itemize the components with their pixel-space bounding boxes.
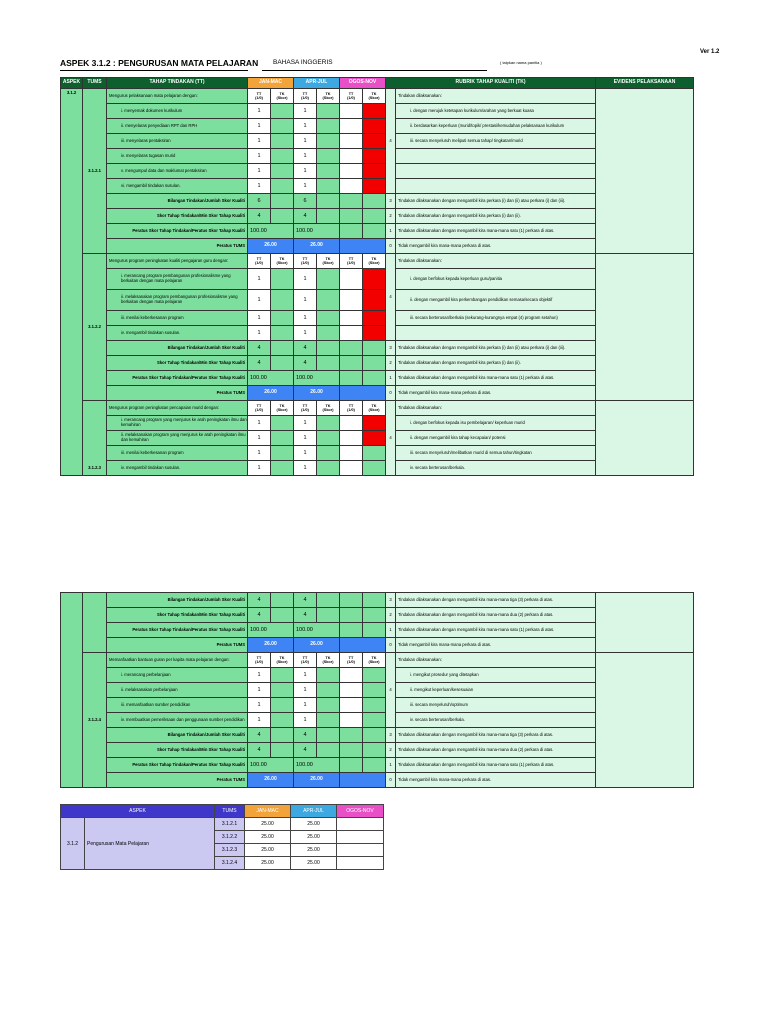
tt-input[interactable]: 1 xyxy=(248,179,271,194)
evidens-cell[interactable] xyxy=(596,593,694,653)
tk-header: TK (Skor) xyxy=(271,89,294,104)
summary-col-aspek: ASPEK xyxy=(61,805,215,818)
tt-input[interactable]: 1 xyxy=(294,164,317,179)
version-label: Ver 1.2 xyxy=(700,49,720,55)
tt-input[interactable]: 1 xyxy=(248,431,271,446)
tt-input[interactable] xyxy=(340,311,363,326)
tums-pct-row: Peratus TUMS 26.00 26.00 0 Tidak mengambil kira mana-mana perkara di atas. xyxy=(61,239,694,254)
bilangan-row: Bilangan Tindakan/Jumlah Skor Kualiti 6 6 3 Tindakan dilaksanakan dengan mengambil kira perkara (i) dan (ii) atau perkara (i) dan (iii). xyxy=(61,194,694,209)
table-header-row xyxy=(61,78,694,89)
table-row: 3.1.2.3 25.00 25.00 xyxy=(61,844,384,857)
tt-input[interactable] xyxy=(340,713,363,728)
table-row: 3.1.2.2 25.00 25.00 xyxy=(61,831,384,844)
peratus-row: Peratus Skor Tahap Tindakan/Peratus Skor Tahap Kualiti 100.00 100.00 1 Tindakan dilaksanakan dengan mengambil kira mana-mana satu (1) perkara di atas. xyxy=(61,224,694,239)
page-title: ASPEK 3.1.2 : PENGURUSAN MATA PELAJARAN xyxy=(60,58,259,68)
table-row: i. menyemak dokumen kurikulum 1 1 i. dengan merujuk ketetapan kurikulum/arahan yang berkuat kuasa xyxy=(61,104,694,119)
tt-input[interactable] xyxy=(340,431,363,446)
table-row: i. merancang program pembangunan profesionalisme yang berkaitan dengan mata pelajaran 1 1 i. dengan berfokus kepada keperluan guru/panitia xyxy=(61,269,694,290)
tt-input[interactable] xyxy=(340,416,363,431)
title-underline xyxy=(60,70,248,71)
tk-cell xyxy=(317,104,340,119)
peratus-row: Peratus Skor Tahap Tindakan/Peratus Skor Tahap Kualiti 100.00 100.00 1 Tindakan dilaksanakan dengan mengambil kira mana-mana satu (1) perkara di atas. xyxy=(61,623,694,638)
table-row: iv. mengambil tindakan susulan. 1 1 iv. secara berterusan/berkala. xyxy=(61,461,694,476)
tums-pct-row: Peratus TUMS 26.00 26.00 0 Tidak mengambil kira mana-mana perkara di atas. xyxy=(61,386,694,401)
table-row: i. merancang program yang menjurus ke arah peningkatan ilmu dan kemahiran 1 1 i. dengan berfokus kepada isu pembelajaran/ keperluan murid xyxy=(61,416,694,431)
table-row: iii. memanfaatkan sumber pendidikan 1 1 iii. secara menyeluruh/optimum xyxy=(61,698,694,713)
table-row: 3.1.2.4 25.00 25.00 xyxy=(61,857,384,870)
col-tahap: TAHAP TINDAKAN (TT) xyxy=(107,78,248,89)
tt-input[interactable]: 1 xyxy=(294,326,317,341)
tt-input[interactable] xyxy=(340,164,363,179)
tt-input[interactable] xyxy=(340,683,363,698)
tt-input[interactable] xyxy=(340,290,363,311)
tums-code-3-1-2-4: 3.1.2.4 xyxy=(83,653,107,788)
col-tums: TUMS xyxy=(83,78,107,89)
tt-input[interactable]: 1 xyxy=(248,461,271,476)
tt-input[interactable] xyxy=(340,668,363,683)
tums-pct-row: Peratus TUMS 26.00 26.00 0 Tidak mengambil kira mana-mana perkara di atas. xyxy=(61,638,694,653)
table-row: ii. melaksanakan program pembangunan profesionalisme yang berkaitan dengan mata pelajaran 1 1 ii. dengan mengambil kira perkembangan pendidikan semasa/secara objektif xyxy=(61,290,694,311)
table-row: ii. menyelaras penyediaan RPT dan RPH 1 1 ii. berdasarkan keperluan (murid/topik/ prestasi/kemudahan pelaksanaan kurikulum xyxy=(61,119,694,134)
table-row: v. mengumpul data dan maklumat pentaksiran 1 1 xyxy=(61,164,694,179)
subject-underline xyxy=(262,70,487,71)
skor-row: Skor Tahap Tindakan/Min Skor Tahap Kualiti 4 4 2 Tindakan dilaksanakan dengan mengambil kira mana-mana dua (2) perkara di atas. xyxy=(61,608,694,623)
col-aspek: ASPEK xyxy=(61,78,83,89)
tt-input[interactable]: 1 xyxy=(294,104,317,119)
tt-input[interactable] xyxy=(340,269,363,290)
tums-table-part-1: ASPEK TUMS TAHAP TINDAKAN (TT) JAN-MAC APR-JUL OGOS-NOV RUBRIK TAHAP KUALITI (TK) EVIDENS PELAKSANAAN 3.1.2 3.1.2.1 Mengurus pelaksanaan mata pelajaran dengan: TT (1/0) TK (Skor) TT (1/0) TK (Skor) TT (1/0) TK (Skor) 4 Tindakan dilaksanakan: i. menyemak dokumen kurikulum 1 1 i. dengan merujuk ketetapan kurikulum/arahan yang berkuat kuasa ii. menyelaras penyediaan RPT dan RPH 1 1 ii. berdasarkan keperluan (murid/topik/ prestasi/kemudahan pelaksanaan kurikulum iii. menyelaras pentaksiran 1 1 iii. secara menyeluruh meliputi semua tahap/ tingkatan/murid iv. menyelaras tugasan murid 1 1 v. mengumpul data dan maklumat pentaksiran 1 1 vi. mengambil tindakan susulan. 1 1 Bilangan Tindakan/Jumlah Skor Kualiti 6 6 3 Tindakan dilaksanakan dengan mengambil kira perkara (i) dan (ii) atau perkara (i) dan (iii). Skor Tahap Tindakan/Min Skor Tahap Kualiti 4 4 2 Tindakan dilaksanakan dengan mengambil kira perkara (i) dan (ii). Peratus Skor Tahap Tindakan/Peratus Skor Tahap Kualiti 100.00 100.00 1 Tindakan dilaksanakan dengan mengambil kira mana-mana satu (1) perkara di atas. Peratus TUMS 26.00 26.00 0 Tidak mengambil kira mana-mana perkara di atas. 3.1.2.2 Mengurus program peningkatan kualiti pengajaran guru dengan: TT (1/0) TK (Skor) TT (1/0) TK (Skor) TT (1/0) TK (Skor) 4 Tindakan dilaksanakan: i. merancang program pembangunan profesionalisme yang berkaitan dengan mata pelajaran 1 1 i. dengan berfokus kepada keperluan guru/panitia ii. melaksanakan program pembangunan profesionalisme yang berkaitan dengan mata pelajaran 1 1 ii. dengan mengambil kira perkembangan pendidikan semasa/secara objektif iii. menilai keberkesanan program 1 1 iii. secara berterusan/berkala (sekurang-kurangnya empat (4) program setahun) iv. mengambil tindakan susulan. 1 1 Bilangan Tindakan/Jumlah Skor Kualiti 4 4 3 Tindakan dilaksanakan dengan mengambil kira perkara (i) dan (ii) atau perkara (i) dan (iii). Skor Tahap Tindakan/Min Skor Tahap Kualiti 4 4 2 Tindakan dilaksanakan dengan mengambil kira perkara (i) dan (ii). Peratus Skor Tahap Tindakan/Peratus Skor Tahap Kualiti 100.00 100.00 1 Tindakan dilaksanakan dengan mengambil kira mana-mana satu (1) perkara di atas. Peratus TUMS 26.00 26.00 0 Tidak mengambil kira mana-mana perkara di atas. 3.1.2.3 Mengurus program peningkatan pencapaian murid dengan: TT (1/0) TK (Skor) TT (1/0) TK (Skor) TT (1/0) TK (Skor) 4 Tindakan dilaksanakan: i. merancang program yang menjurus ke arah peningkatan ilmu dan kemahiran 1 1 i. dengan berfokus kepada isu pembelajaran/ keperluan murid ii. melaksanakan program yang menjurus ke arah peningkatan ilmu dan kemahiran 1 1 ii. dengan mengambil kira tahap kecapaian/ potensi iii. menilai keberkesanan program 1 1 iii. secara menyeluruh/melibatkan murid di semua tahun/tingkatan iv. mengambil tindakan susulan. 1 1 iv. secara berterusan/berkala. xyxy=(60,77,694,476)
tt-input[interactable]: 1 xyxy=(294,683,317,698)
tt-input[interactable] xyxy=(340,698,363,713)
summary-aspek-code: 3.1.2 xyxy=(61,818,85,870)
tt-input[interactable]: 1 xyxy=(248,668,271,683)
tt-input[interactable]: 1 xyxy=(294,713,317,728)
table-row: 3.1.2 Pengurusan Mata Pelajaran 3.1.2.1 25.00 25.00 xyxy=(61,818,384,831)
tt-input[interactable] xyxy=(340,326,363,341)
bilangan-row: Bilangan Tindakan/Jumlah Skor Kualiti 4 4 3 Tindakan dilaksanakan dengan mengambil kira mana-mana tiga (3) perkara di atas. xyxy=(61,728,694,743)
evidens-cell[interactable] xyxy=(596,653,694,788)
table-row: iii. menilai keberkesanan program 1 1 iii. secara berterusan/berkala (sekurang-kurangnya empat (4) program setahun) xyxy=(61,311,694,326)
tt-input[interactable] xyxy=(340,149,363,164)
tt-input[interactable]: 1 xyxy=(294,134,317,149)
rubrik-score-4: 4 xyxy=(386,89,396,194)
col-rubrik: RUBRIK TAHAP KUALITI (TK) xyxy=(386,78,596,89)
col-ogos-nov: OGOS-NOV xyxy=(340,78,386,89)
tums-table-part-2: Bilangan Tindakan/Jumlah Skor Kualiti 4 4 3 Tindakan dilaksanakan dengan mengambil kira mana-mana tiga (3) perkara di atas. Skor Tahap Tindakan/Min Skor Tahap Kualiti 4 4 2 Tindakan dilaksanakan dengan mengambil kira mana-mana dua (2) perkara di atas. Peratus Skor Tahap Tindakan/Peratus Skor Tahap Kualiti 100.00 100.00 1 Tindakan dilaksanakan dengan mengambil kira mana-mana satu (1) perkara di atas. Peratus TUMS 26.00 26.00 0 Tidak mengambil kira mana-mana perkara di atas. 3.1.2.4 Memanfaatkan bantuan guran per kapita mata pelajaran dengan: TT (1/0) TK (Skor) TT (1/0) TK (Skor) TT (1/0) TK (Skor) 4 Tindakan dilaksanakan: i. merancang perbelanjaan 1 1 i. mengikut prosedur yang ditetapkan ii. melaksanakan perbelanjaan 1 1 ii. mengikut keperluan/kesesuaian iii. memanfaatkan sumber pendidikan 1 1 iii. secara menyeluruh/optimum iv. membuatkan pemeriksaan dan penggunaan sumber pendidikan 1 1 iv. secara berterusan/berkala. Bilangan Tindakan/Jumlah Skor Kualiti 4 4 3 Tindakan dilaksanakan dengan mengambil kira mana-mana tiga (3) perkara di atas. Skor Tahap Tindakan/Min Skor Tahap Kualiti 4 4 2 Tindakan dilaksanakan dengan mengambil kira mana-mana dua (2) perkara di atas. Peratus Skor Tahap Tindakan/Peratus Skor Tahap Kualiti 100.00 100.00 1 Tindakan dilaksanakan dengan mengambil kira mana-mana satu (1) perkara di atas. Peratus TUMS 26.00 26.00 0 Tidak mengambil kira mana-mana perkara di atas. xyxy=(60,592,694,788)
table-row: ii. melaksanakan program yang menjurus ke arah peningkatan ilmu dan kemahiran 1 1 ii. dengan mengambil kira tahap kecapaian/ potensi xyxy=(61,431,694,446)
tt-input[interactable] xyxy=(340,104,363,119)
tt-input[interactable] xyxy=(340,134,363,149)
tk-header: TK (Skor) xyxy=(363,89,386,104)
tt-input[interactable] xyxy=(340,119,363,134)
tt-input[interactable]: 1 xyxy=(248,119,271,134)
summary-col-apr-jul: APR-JUL xyxy=(291,805,337,818)
tt-input[interactable]: 1 xyxy=(294,416,317,431)
bilangan-row: Bilangan Tindakan/Jumlah Skor Kualiti 4 4 3 Tindakan dilaksanakan dengan mengambil kira perkara (i) dan (ii) atau perkara (i) dan (iii). xyxy=(61,341,694,356)
aspek-code: 3.1.2 xyxy=(61,89,83,476)
rubrik-text: Tindakan dilaksanakan: xyxy=(396,89,596,104)
skor-row: Skor Tahap Tindakan/Min Skor Tahap Kualiti 4 4 2 Tindakan dilaksanakan dengan mengambil kira perkara (i) dan (ii). xyxy=(61,356,694,371)
peratus-row: Peratus Skor Tahap Tindakan/Peratus Skor Tahap Kualiti 100.00 100.00 1 Tindakan dilaksanakan dengan mengambil kira mana-mana satu (1) perkara di atas. xyxy=(61,371,694,386)
tt-input[interactable]: 1 xyxy=(248,164,271,179)
table-row: vi. mengambil tindakan susulan. 1 1 xyxy=(61,179,694,194)
summary-aspek-name: Pengurusan Mata Pelajaran xyxy=(85,818,215,870)
tt-input[interactable]: 1 xyxy=(294,290,317,311)
tt-input[interactable]: 1 xyxy=(294,311,317,326)
tt-header: TT (1/0) xyxy=(340,89,363,104)
tt-input[interactable]: 1 xyxy=(294,431,317,446)
tt-input[interactable]: 1 xyxy=(248,269,271,290)
tt-input[interactable]: 1 xyxy=(294,149,317,164)
tt-input[interactable]: 1 xyxy=(294,461,317,476)
section-intro: Mengurus pelaksanaan mata pelajaran dengan: xyxy=(107,89,248,104)
tt-input[interactable] xyxy=(340,179,363,194)
subject-name[interactable]: BAHASA INGGERIS xyxy=(273,59,333,66)
tt-input[interactable] xyxy=(340,446,363,461)
tk-header: TK (Skor) xyxy=(317,89,340,104)
tt-input[interactable]: 1 xyxy=(248,326,271,341)
tums-code-3-1-2-3: 3.1.2.3 xyxy=(83,401,107,476)
peratus-row: Peratus Skor Tahap Tindakan/Peratus Skor Tahap Kualiti 100.00 100.00 1 Tindakan dilaksanakan dengan mengambil kira mana-mana satu (1) perkara di atas. xyxy=(61,758,694,773)
tums-pct-row: Peratus TUMS 26.00 26.00 0 Tidak mengambil kira mana-mana perkara di atas. xyxy=(61,773,694,788)
table-row: i. merancang perbelanjaan 1 1 i. mengikut prosedur yang ditetapkan xyxy=(61,668,694,683)
table-row: iv. menyelaras tugasan murid 1 1 xyxy=(61,149,694,164)
tt-input[interactable]: 1 xyxy=(248,104,271,119)
tt-input[interactable]: 1 xyxy=(294,668,317,683)
tt-input[interactable]: 1 xyxy=(294,698,317,713)
tt-input[interactable]: 1 xyxy=(294,179,317,194)
tt-input[interactable]: 1 xyxy=(248,311,271,326)
tt-input[interactable]: 1 xyxy=(294,269,317,290)
tt-input[interactable]: 1 xyxy=(248,683,271,698)
tk-cell xyxy=(363,104,386,119)
table-row: iv. membuatkan pemeriksaan dan penggunaan sumber pendidikan 1 1 iv. secara berterusan/berkala. xyxy=(61,713,694,728)
tt-header: TT (1/0) xyxy=(294,89,317,104)
evidens-cell[interactable] xyxy=(596,254,694,401)
bilangan-row: Bilangan Tindakan/Jumlah Skor Kualiti 4 4 3 Tindakan dilaksanakan dengan mengambil kira mana-mana tiga (3) perkara di atas. xyxy=(61,593,694,608)
tt-input[interactable]: 1 xyxy=(248,416,271,431)
evidens-cell[interactable] xyxy=(596,401,694,476)
tk-cell xyxy=(271,104,294,119)
col-jan-mac: JAN-MAC xyxy=(248,78,294,89)
tt-input[interactable]: 1 xyxy=(248,134,271,149)
summary-col-jan-mac: JAN-MAC xyxy=(245,805,291,818)
skor-row: Skor Tahap Tindakan/Min Skor Tahap Kualiti 4 4 2 Tindakan dilaksanakan dengan mengambil kira mana-mana dua (2) perkara di atas. xyxy=(61,743,694,758)
tt-input[interactable]: 1 xyxy=(248,713,271,728)
tt-input[interactable] xyxy=(340,461,363,476)
summary-col-ogos-nov: OGOS-NOV xyxy=(337,805,384,818)
summary-table xyxy=(60,804,384,870)
tums-code-3-1-2-2: 3.1.2.2 xyxy=(83,254,107,401)
table-row: iv. mengambil tindakan susulan. 1 1 xyxy=(61,326,694,341)
tt-header: TT (1/0) xyxy=(248,89,271,104)
table-row: ii. melaksanakan perbelanjaan 1 1 ii. mengikut keperluan/kesesuaian xyxy=(61,683,694,698)
skor-row: Skor Tahap Tindakan/Min Skor Tahap Kualiti 4 4 2 Tindakan dilaksanakan dengan mengambil kira perkara (i) dan (ii). xyxy=(61,209,694,224)
tt-input[interactable]: 1 xyxy=(248,446,271,461)
tt-input[interactable]: 1 xyxy=(248,290,271,311)
subject-note: ( taipkan nama panitia ) xyxy=(500,60,542,65)
tt-input[interactable]: 1 xyxy=(248,149,271,164)
table-row: iii. menilai keberkesanan program 1 1 iii. secara menyeluruh/melibatkan murid di semua tahun/tingkatan xyxy=(61,446,694,461)
tt-input[interactable]: 1 xyxy=(248,698,271,713)
summary-col-tums: TUMS xyxy=(215,805,245,818)
col-apr-jul: APR-JUL xyxy=(294,78,340,89)
tt-input[interactable]: 1 xyxy=(294,446,317,461)
table-row: iii. menyelaras pentaksiran 1 1 iii. secara menyeluruh meliputi semua tahap/ tingkatan/murid xyxy=(61,134,694,149)
evidens-cell[interactable] xyxy=(596,89,694,254)
col-evidens: EVIDENS PELAKSANAAN xyxy=(596,78,694,89)
tums-code-3-1-2-1: 3.1.2.1 xyxy=(83,89,107,254)
tt-input[interactable]: 1 xyxy=(294,119,317,134)
